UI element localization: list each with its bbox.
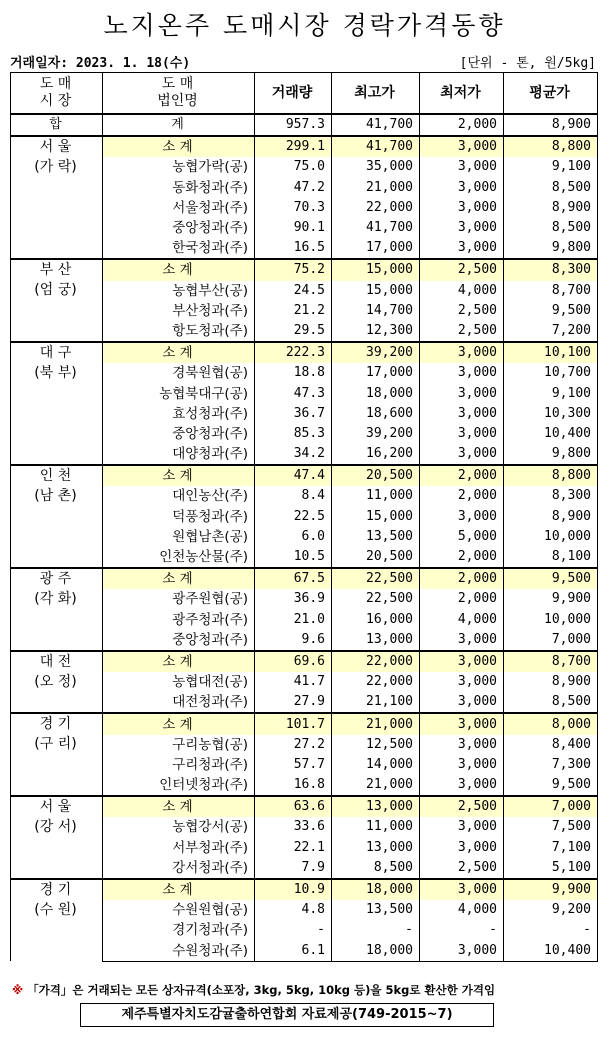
low-cell: 3,000 bbox=[420, 755, 504, 775]
corp-name: 광주원협(공) bbox=[103, 589, 255, 609]
subtotal-row bbox=[11, 568, 598, 589]
meta-row bbox=[10, 52, 596, 70]
volume-cell: 63.6 bbox=[255, 796, 332, 817]
volume-cell: 85.3 bbox=[255, 424, 332, 444]
market-cell bbox=[11, 136, 103, 259]
avg-cell: 5,100 bbox=[504, 858, 598, 879]
high-cell: 12,300 bbox=[332, 321, 420, 342]
subtotal-row bbox=[11, 713, 598, 734]
volume-cell: 10.5 bbox=[255, 547, 332, 568]
avg-cell: 8,700 bbox=[504, 651, 598, 672]
low-cell: 3,000 bbox=[420, 692, 504, 713]
low-cell: 3,000 bbox=[420, 198, 504, 218]
trade-date: 거래일자: 2023. 1. 18(수) bbox=[10, 56, 191, 71]
avg-cell: - bbox=[504, 920, 598, 940]
subtotal-row bbox=[11, 259, 598, 280]
corp-name: 농협부산(공) bbox=[103, 281, 255, 301]
low-cell: 2,500 bbox=[420, 796, 504, 817]
volume-cell: 47.4 bbox=[255, 465, 332, 486]
avg-cell: 9,200 bbox=[504, 900, 598, 920]
header-volume: 거래량 bbox=[255, 73, 332, 115]
total-avg: 8,900 bbox=[504, 114, 598, 136]
high-cell: 16,000 bbox=[332, 610, 420, 630]
corp-name: 농협북대구(공) bbox=[103, 383, 255, 403]
page-title: 노지온주 도매시장 경락가격동향 bbox=[103, 11, 506, 40]
low-cell: 3,000 bbox=[420, 136, 504, 157]
market-area: (수 원) bbox=[34, 901, 77, 918]
volume-cell: 29.5 bbox=[255, 321, 332, 342]
low-cell: 2,000 bbox=[420, 547, 504, 568]
high-cell: 17,000 bbox=[332, 238, 420, 259]
high-cell: 18,000 bbox=[332, 879, 420, 900]
avg-cell: 9,100 bbox=[504, 157, 598, 177]
subtotal-row bbox=[11, 136, 598, 157]
high-cell: 39,200 bbox=[332, 424, 420, 444]
avg-cell: 8,900 bbox=[504, 672, 598, 692]
corp-name: 대인농산(주) bbox=[103, 486, 255, 506]
market-name: 대 구 bbox=[39, 345, 72, 362]
volume-cell: 24.5 bbox=[255, 281, 332, 301]
high-cell: 18,600 bbox=[332, 404, 420, 424]
total-row bbox=[11, 114, 598, 136]
volume-cell: 75.0 bbox=[255, 157, 332, 177]
corp-name: 인천농산물(주) bbox=[103, 547, 255, 568]
high-cell: 13,500 bbox=[332, 900, 420, 920]
market-area: (엄 궁) bbox=[34, 282, 77, 299]
avg-cell: 9,500 bbox=[504, 301, 598, 321]
high-cell: 21,000 bbox=[332, 775, 420, 796]
low-cell: 3,000 bbox=[420, 775, 504, 796]
avg-cell: 8,900 bbox=[504, 507, 598, 527]
market-area: (남 촌) bbox=[34, 488, 77, 505]
corp-name: 항도청과(주) bbox=[103, 321, 255, 342]
high-cell: 13,500 bbox=[332, 527, 420, 547]
price-table bbox=[10, 72, 598, 962]
low-cell: 3,000 bbox=[420, 713, 504, 734]
market-name: 대 전 bbox=[39, 653, 72, 670]
corp-name: 강서청과(주) bbox=[103, 858, 255, 879]
volume-cell: 21.2 bbox=[255, 301, 332, 321]
volume-cell: 22.1 bbox=[255, 838, 332, 858]
avg-cell: 9,800 bbox=[504, 238, 598, 259]
corp-name: 농협대전(공) bbox=[103, 672, 255, 692]
corp-name: 중앙청과(주) bbox=[103, 424, 255, 444]
high-cell: 22,000 bbox=[332, 672, 420, 692]
avg-cell: 10,400 bbox=[504, 424, 598, 444]
low-cell: 3,000 bbox=[420, 838, 504, 858]
avg-cell: 8,700 bbox=[504, 281, 598, 301]
market-cell bbox=[11, 465, 103, 568]
high-cell: 11,000 bbox=[332, 486, 420, 506]
avg-cell: 7,000 bbox=[504, 630, 598, 651]
volume-cell: 4.8 bbox=[255, 900, 332, 920]
corp-name: 서울청과(주) bbox=[103, 198, 255, 218]
low-cell: 2,500 bbox=[420, 858, 504, 879]
volume-cell: 57.7 bbox=[255, 755, 332, 775]
subtotal-row bbox=[11, 651, 598, 672]
volume-cell: 27.9 bbox=[255, 692, 332, 713]
volume-cell: 9.6 bbox=[255, 630, 332, 651]
high-cell: - bbox=[332, 920, 420, 940]
market-area: (강 서) bbox=[34, 819, 77, 836]
avg-cell: 8,800 bbox=[504, 465, 598, 486]
low-cell: 4,000 bbox=[420, 610, 504, 630]
avg-cell: 7,500 bbox=[504, 817, 598, 837]
unit-label: [단위 - 톤, 원/5kg] bbox=[459, 56, 596, 71]
market-area: (오 정) bbox=[34, 673, 77, 690]
corp-name: 소 계 bbox=[103, 568, 255, 589]
corp-name: 소 계 bbox=[103, 651, 255, 672]
corp-name: 한국청과(주) bbox=[103, 238, 255, 259]
volume-cell: 33.6 bbox=[255, 817, 332, 837]
market-cell bbox=[11, 713, 103, 796]
volume-cell: 6.1 bbox=[255, 941, 332, 962]
low-cell: 3,000 bbox=[420, 238, 504, 259]
volume-cell: 101.7 bbox=[255, 713, 332, 734]
volume-cell: 6.0 bbox=[255, 527, 332, 547]
volume-cell: 70.3 bbox=[255, 198, 332, 218]
market-name: 부 산 bbox=[39, 262, 72, 279]
market-cell bbox=[11, 568, 103, 651]
low-cell: 3,000 bbox=[420, 424, 504, 444]
high-cell: 20,500 bbox=[332, 465, 420, 486]
total-sublabel: 계 bbox=[103, 114, 255, 136]
volume-cell: 34.2 bbox=[255, 444, 332, 465]
avg-cell: 8,300 bbox=[504, 486, 598, 506]
low-cell: 3,000 bbox=[420, 342, 504, 363]
high-cell: 22,500 bbox=[332, 568, 420, 589]
corp-name: 소 계 bbox=[103, 796, 255, 817]
market-area: (구 리) bbox=[34, 736, 77, 753]
corp-name: 수원원협(공) bbox=[103, 900, 255, 920]
high-cell: 18,000 bbox=[332, 941, 420, 962]
high-cell: 18,000 bbox=[332, 383, 420, 403]
volume-cell: 22.5 bbox=[255, 507, 332, 527]
avg-cell: 7,300 bbox=[504, 755, 598, 775]
volume-cell: 69.6 bbox=[255, 651, 332, 672]
corp-name: 소 계 bbox=[103, 465, 255, 486]
volume-cell: 18.8 bbox=[255, 363, 332, 383]
market-name: 경 기 bbox=[39, 881, 72, 898]
source-box: 제주특별자치도감귤출하연합회 자료제공(749-2015~7) bbox=[80, 1003, 494, 1027]
total-high: 41,700 bbox=[332, 114, 420, 136]
avg-cell: 8,100 bbox=[504, 547, 598, 568]
subtotal-row bbox=[11, 879, 598, 900]
market-cell bbox=[11, 796, 103, 879]
corp-name: 중앙청과(주) bbox=[103, 218, 255, 238]
low-cell: 5,000 bbox=[420, 527, 504, 547]
low-cell: 3,000 bbox=[420, 157, 504, 177]
market-name: 경 기 bbox=[39, 716, 72, 733]
high-cell: 21,000 bbox=[332, 713, 420, 734]
avg-cell: 10,100 bbox=[504, 342, 598, 363]
avg-cell: 7,000 bbox=[504, 796, 598, 817]
low-cell: 3,000 bbox=[420, 879, 504, 900]
low-cell: 2,500 bbox=[420, 321, 504, 342]
volume-cell: 47.2 bbox=[255, 178, 332, 198]
low-cell: 3,000 bbox=[420, 735, 504, 755]
volume-cell: 36.9 bbox=[255, 589, 332, 609]
volume-cell: 10.9 bbox=[255, 879, 332, 900]
volume-cell: 47.3 bbox=[255, 383, 332, 403]
subtotal-row bbox=[11, 342, 598, 363]
avg-cell: 8,500 bbox=[504, 218, 598, 238]
avg-cell: 10,400 bbox=[504, 941, 598, 962]
market-area: (가 락) bbox=[34, 159, 77, 176]
header-high: 최고가 bbox=[332, 73, 420, 115]
corp-name: 구리청과(주) bbox=[103, 755, 255, 775]
subtotal-row bbox=[11, 796, 598, 817]
corp-name: 소 계 bbox=[103, 879, 255, 900]
corp-name: 대양청과(주) bbox=[103, 444, 255, 465]
header-row bbox=[11, 73, 598, 115]
avg-cell: 10,000 bbox=[504, 610, 598, 630]
high-cell: 41,700 bbox=[332, 218, 420, 238]
low-cell: 3,000 bbox=[420, 383, 504, 403]
high-cell: 22,000 bbox=[332, 198, 420, 218]
market-name: 광 주 bbox=[39, 571, 72, 588]
avg-cell: 8,800 bbox=[504, 136, 598, 157]
high-cell: 14,700 bbox=[332, 301, 420, 321]
corp-name: 대전청과(주) bbox=[103, 692, 255, 713]
high-cell: 15,000 bbox=[332, 507, 420, 527]
high-cell: 35,000 bbox=[332, 157, 420, 177]
footnote-text: 「가격」은 거래되는 모든 상자규격(소포장, 3kg, 5kg, 10kg 등)을 5kg로 환산한 가격임 bbox=[27, 983, 496, 997]
corp-name: 수원청과(주) bbox=[103, 941, 255, 962]
low-cell: 2,000 bbox=[420, 589, 504, 609]
market-cell bbox=[11, 651, 103, 714]
high-cell: 16,200 bbox=[332, 444, 420, 465]
header-avg: 평균가 bbox=[504, 73, 598, 115]
corp-name: 덕풍청과(주) bbox=[103, 507, 255, 527]
high-cell: 13,000 bbox=[332, 630, 420, 651]
low-cell: - bbox=[420, 920, 504, 940]
volume-cell: 8.4 bbox=[255, 486, 332, 506]
corp-name: 효성청과(주) bbox=[103, 404, 255, 424]
corp-name: 서부청과(주) bbox=[103, 838, 255, 858]
volume-cell: 222.3 bbox=[255, 342, 332, 363]
high-cell: 21,100 bbox=[332, 692, 420, 713]
corp-name: 중앙청과(주) bbox=[103, 630, 255, 651]
avg-cell: 8,500 bbox=[504, 692, 598, 713]
volume-cell: 299.1 bbox=[255, 136, 332, 157]
low-cell: 3,000 bbox=[420, 651, 504, 672]
avg-cell: 8,500 bbox=[504, 178, 598, 198]
corp-name: 인터넷청과(주) bbox=[103, 775, 255, 796]
total-volume: 957.3 bbox=[255, 114, 332, 136]
header-low: 최저가 bbox=[420, 73, 504, 115]
market-name: 서 울 bbox=[39, 139, 72, 156]
volume-cell: 16.5 bbox=[255, 238, 332, 259]
header-corp: 도 매 법인명 bbox=[103, 73, 255, 115]
corp-name: 소 계 bbox=[103, 136, 255, 157]
market-area: (북 부) bbox=[34, 365, 77, 382]
low-cell: 3,000 bbox=[420, 404, 504, 424]
corp-name: 소 계 bbox=[103, 259, 255, 280]
corp-name: 소 계 bbox=[103, 713, 255, 734]
volume-cell: 75.2 bbox=[255, 259, 332, 280]
footnote-mark: ※ bbox=[12, 983, 24, 997]
high-cell: 12,500 bbox=[332, 735, 420, 755]
low-cell: 3,000 bbox=[420, 507, 504, 527]
avg-cell: 8,000 bbox=[504, 713, 598, 734]
high-cell: 22,000 bbox=[332, 651, 420, 672]
corp-name: 경기청과(주) bbox=[103, 920, 255, 940]
corp-name: 농협가락(공) bbox=[103, 157, 255, 177]
volume-cell: 27.2 bbox=[255, 735, 332, 755]
volume-cell: 90.1 bbox=[255, 218, 332, 238]
avg-cell: 10,300 bbox=[504, 404, 598, 424]
volume-cell: 41.7 bbox=[255, 672, 332, 692]
high-cell: 21,000 bbox=[332, 178, 420, 198]
footnote bbox=[12, 982, 495, 998]
corp-name: 경북원협(공) bbox=[103, 363, 255, 383]
low-cell: 3,000 bbox=[420, 630, 504, 651]
low-cell: 4,000 bbox=[420, 900, 504, 920]
volume-cell: 21.0 bbox=[255, 610, 332, 630]
avg-cell: 9,100 bbox=[504, 383, 598, 403]
high-cell: 39,200 bbox=[332, 342, 420, 363]
avg-cell: 8,300 bbox=[504, 259, 598, 280]
low-cell: 3,000 bbox=[420, 444, 504, 465]
high-cell: 13,000 bbox=[332, 796, 420, 817]
avg-cell: 7,200 bbox=[504, 321, 598, 342]
low-cell: 2,500 bbox=[420, 259, 504, 280]
high-cell: 41,700 bbox=[332, 136, 420, 157]
avg-cell: 9,900 bbox=[504, 879, 598, 900]
avg-cell: 9,900 bbox=[504, 589, 598, 609]
volume-cell: 67.5 bbox=[255, 568, 332, 589]
avg-cell: 9,800 bbox=[504, 444, 598, 465]
high-cell: 11,000 bbox=[332, 817, 420, 837]
volume-cell: 16.8 bbox=[255, 775, 332, 796]
high-cell: 22,500 bbox=[332, 589, 420, 609]
corp-name: 농협강서(공) bbox=[103, 817, 255, 837]
subtotal-row bbox=[11, 465, 598, 486]
avg-cell: 9,500 bbox=[504, 775, 598, 796]
volume-cell: 36.7 bbox=[255, 404, 332, 424]
low-cell: 2,500 bbox=[420, 301, 504, 321]
high-cell: 15,000 bbox=[332, 259, 420, 280]
corp-name: 부산청과(주) bbox=[103, 301, 255, 321]
avg-cell: 8,400 bbox=[504, 735, 598, 755]
avg-cell: 8,900 bbox=[504, 198, 598, 218]
low-cell: 2,000 bbox=[420, 568, 504, 589]
market-name: 서 울 bbox=[39, 799, 72, 816]
corp-name: 구리농협(공) bbox=[103, 735, 255, 755]
avg-cell: 7,100 bbox=[504, 838, 598, 858]
low-cell: 2,000 bbox=[420, 465, 504, 486]
volume-cell: 7.9 bbox=[255, 858, 332, 879]
low-cell: 3,000 bbox=[420, 817, 504, 837]
high-cell: 17,000 bbox=[332, 363, 420, 383]
market-area: (각 화) bbox=[34, 591, 77, 608]
avg-cell: 10,000 bbox=[504, 527, 598, 547]
avg-cell: 9,500 bbox=[504, 568, 598, 589]
low-cell: 4,000 bbox=[420, 281, 504, 301]
high-cell: 8,500 bbox=[332, 858, 420, 879]
low-cell: 3,000 bbox=[420, 218, 504, 238]
header-market: 도 매 시 장 bbox=[11, 73, 103, 115]
high-cell: 20,500 bbox=[332, 547, 420, 568]
high-cell: 13,000 bbox=[332, 838, 420, 858]
low-cell: 2,000 bbox=[420, 486, 504, 506]
market-name: 인 천 bbox=[39, 468, 72, 485]
low-cell: 3,000 bbox=[420, 941, 504, 962]
high-cell: 14,000 bbox=[332, 755, 420, 775]
low-cell: 3,000 bbox=[420, 178, 504, 198]
corp-name: 원협남촌(공) bbox=[103, 527, 255, 547]
total-label: 합 bbox=[11, 114, 103, 136]
market-cell bbox=[11, 342, 103, 465]
high-cell: 15,000 bbox=[332, 281, 420, 301]
total-low: 2,000 bbox=[420, 114, 504, 136]
volume-cell: - bbox=[255, 920, 332, 940]
market-cell bbox=[11, 259, 103, 342]
corp-name: 소 계 bbox=[103, 342, 255, 363]
market-cell bbox=[11, 879, 103, 961]
low-cell: 3,000 bbox=[420, 672, 504, 692]
low-cell: 3,000 bbox=[420, 363, 504, 383]
corp-name: 광주청과(주) bbox=[103, 610, 255, 630]
avg-cell: 10,700 bbox=[504, 363, 598, 383]
corp-name: 동화청과(주) bbox=[103, 178, 255, 198]
